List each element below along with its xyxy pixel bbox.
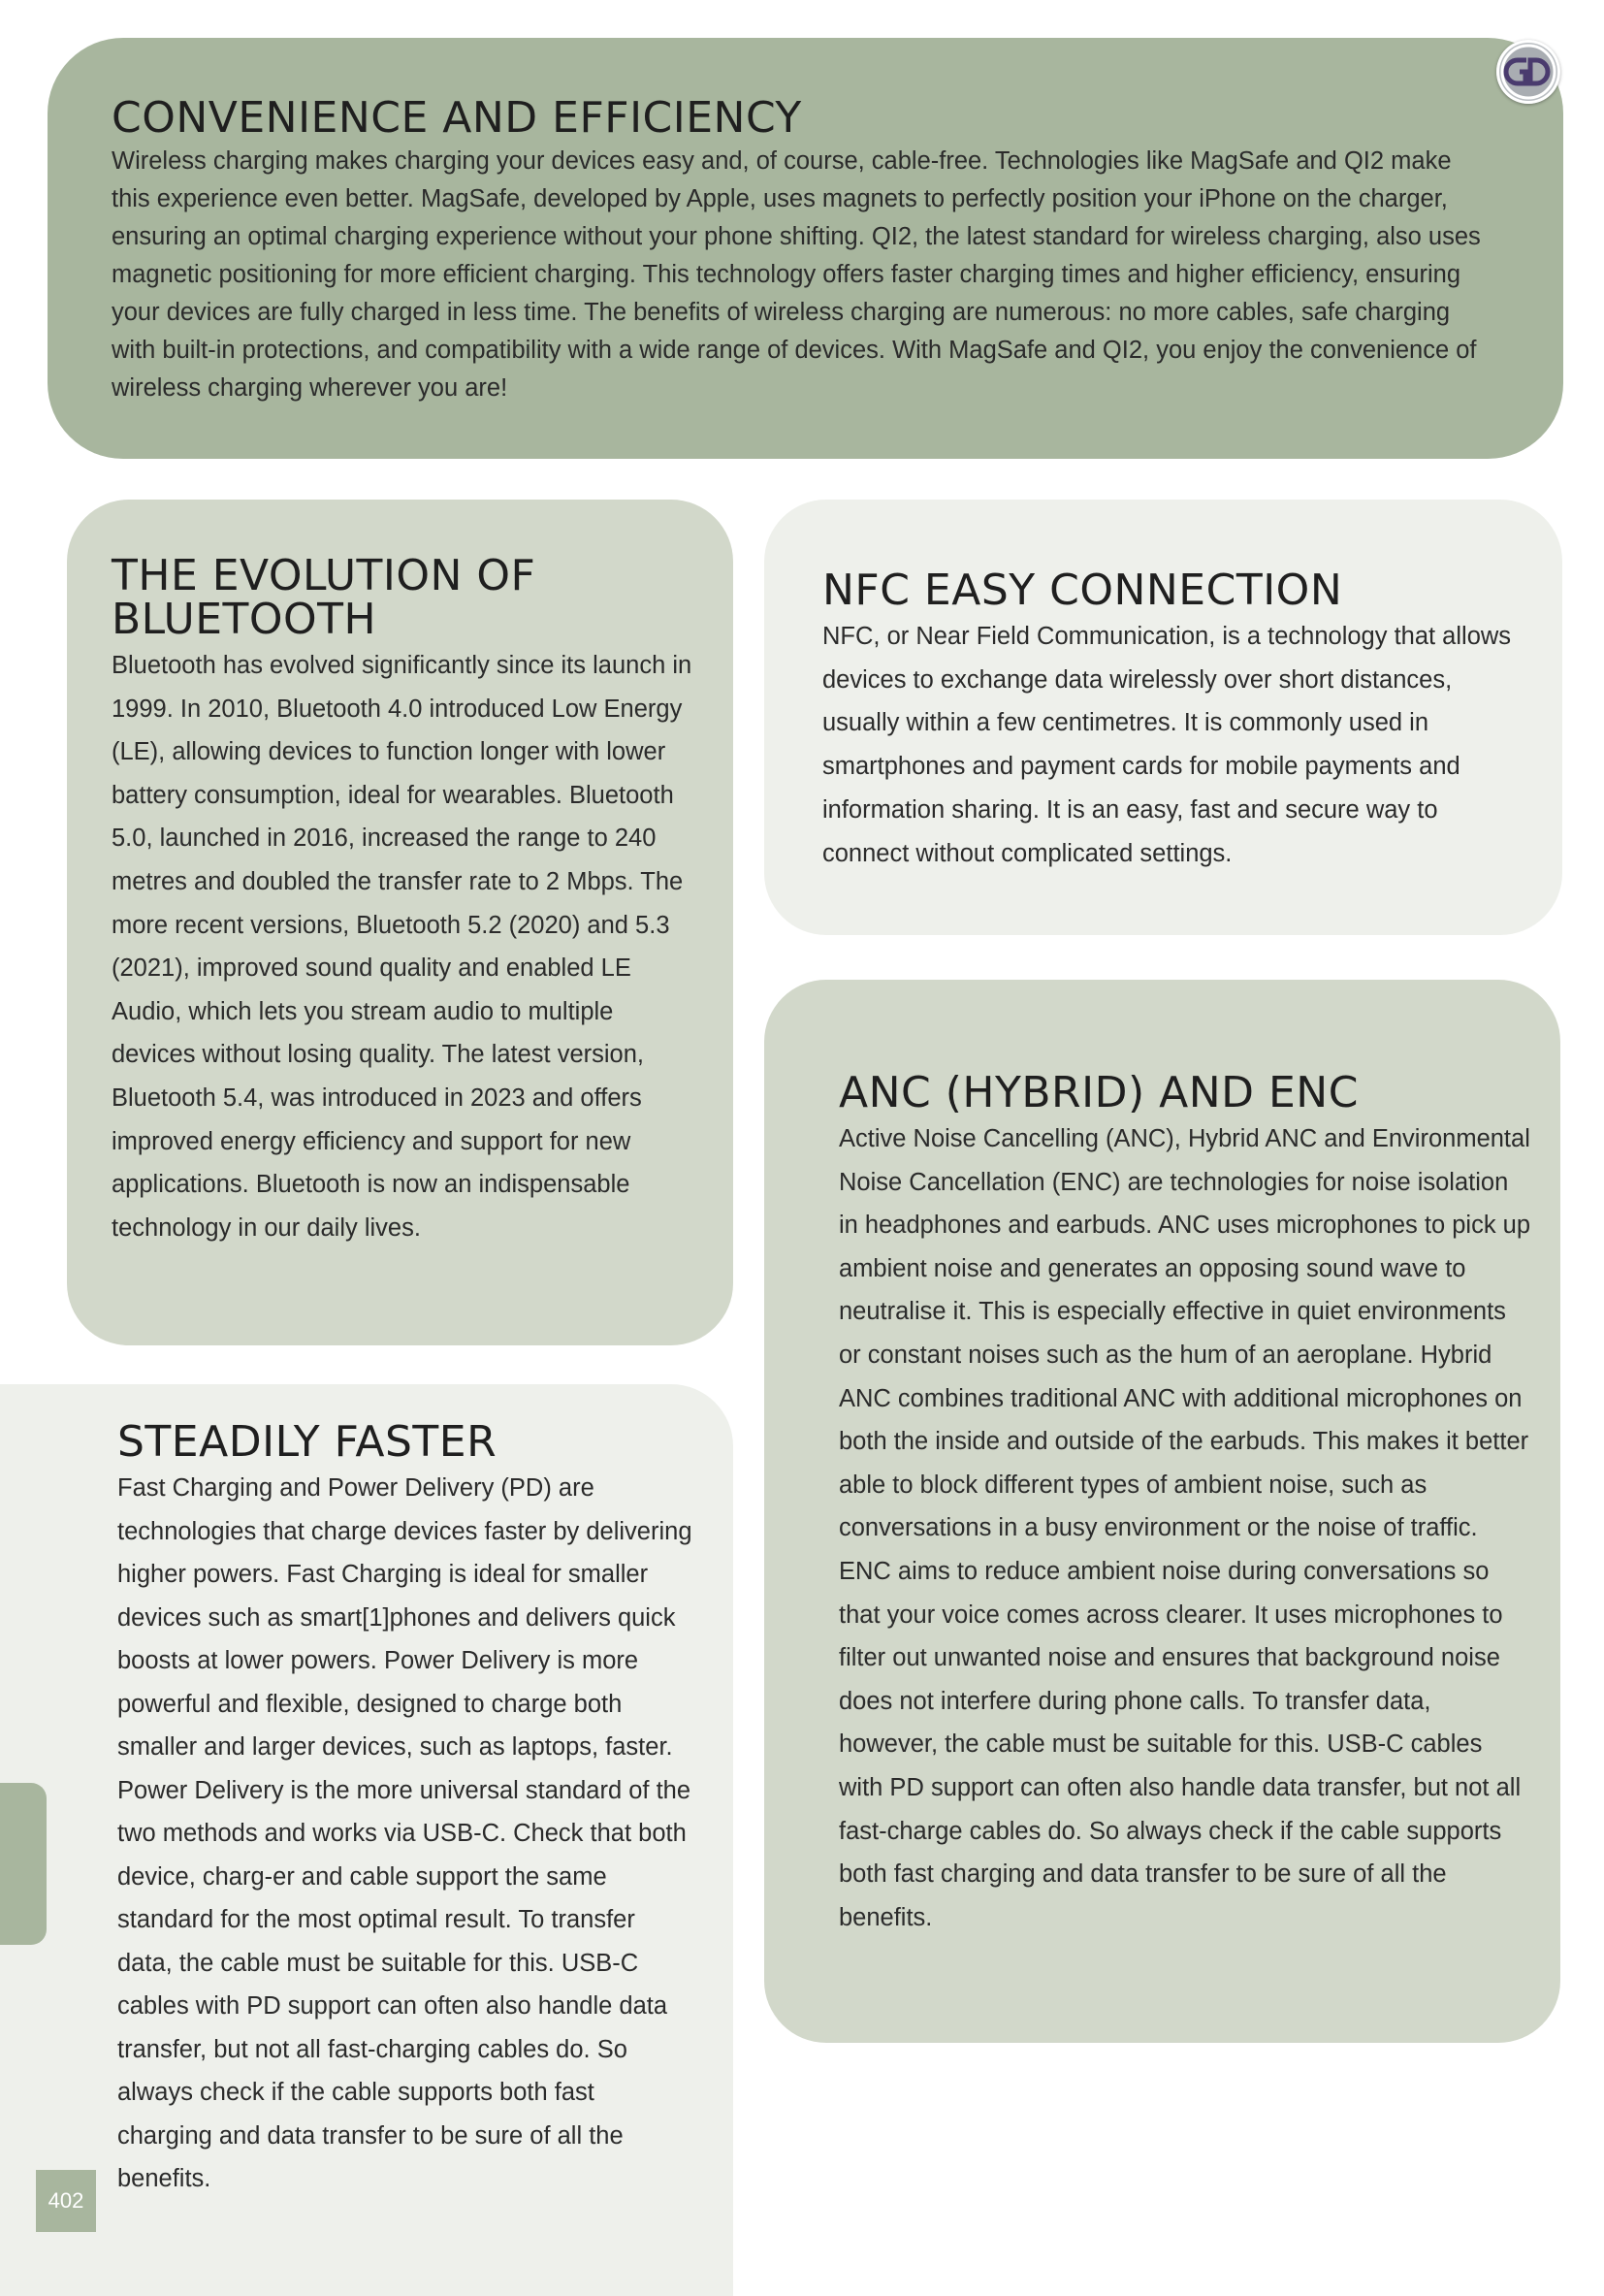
side-tab-marker xyxy=(0,1783,47,1945)
steadily-faster-title: STEADILY FASTER xyxy=(117,1417,497,1467)
bluetooth-body: Bluetooth has evolved significantly since its launch in 1999. In 2010, Bluetooth 4.0 introduced Low Energy (LE), allowing devices to function longer with lower battery consumption, ideal for wearables. Bluetooth 5.0, launched in 2016, increased the range to 240 metres and doubled the transfer rate to 2 Mbps. The more recent versions, Bluetooth 5.2 (2020) and 5.3 (2021), improved sound quality and enabled LE Audio, which lets you stream audio to multiple devices without losing quality. The latest version, Bluetooth 5.4, was introduced in 2023 and offers improved energy efficiency and support for new applications. Bluetooth is now an indispensable technology in our daily lives. xyxy=(112,652,692,1242)
steadily-faster-body: Fast Charging and Power Delivery (PD) are technologies that charge devices faster by delivering higher powers. Fast Charging is ideal for smaller devices such as smart[1]phones and delivers quick boosts at lower powers. Power Delivery is more powerful and flexible, designed to charge both smaller and larger devices, such as laptops, faster. Power Delivery is the more universal standard of the two methods and works via USB-C. Check that both device, charg-er and cable support the same standard for the most optimal result. To transfer data, the cable must be suitable for this. USB-C cables with PD support can often also handle data transfer, but not all fast-charging cables do. So always check if the cable supports both fast charging and data transfer to be sure of all the benefits. xyxy=(117,1474,692,2192)
anc-title: ANC (HYBRID) AND ENC xyxy=(839,1068,1359,1117)
page-number: 402 xyxy=(36,2170,96,2232)
convenience-title: CONVENIENCE AND EFFICIENCY xyxy=(112,93,802,143)
convenience-body: Wireless charging makes charging your devices easy and, of course, cable-free. Technologies like MagSafe and QI2 make this experience even better. MagSafe, developed by Apple, uses magnets to perfectly position your iPhone on the charger, ensuring an optimal charging experience without your phone shifting. QI2, the latest standard for wireless charging, also uses magnetic positioning for more efficient charging. This technology offers faster charging times and higher efficiency, ensuring your devices are fully charged in less time. The benefits of wireless charging are numerous: no more cables, safe charging with built-in protections, and compatibility with a wide range of devices. With MagSafe and QI2, you enjoy the convenience of wireless charging wherever you are! xyxy=(112,147,1481,402)
steadily-faster-section xyxy=(0,1384,733,2296)
anc-section xyxy=(764,980,1560,2043)
nfc-body: NFC, or Near Field Communication, is a technology that allows devices to exchange data wirelessly over short distances, usually within a few centimetres. It is commonly used in smartphones and payment cards for mobile payments and information sharing. It is an easy, fast and secure way to connect without complicated settings. xyxy=(822,623,1512,867)
gd-logo-icon xyxy=(1496,40,1560,104)
anc-body: Active Noise Cancelling (ANC), Hybrid ANC and Environmental Noise Cancellation (ENC) are technologies for noise isolation in headphones and earbuds. ANC uses microphones to pick up ambient noise and generates an opposing sound wave to neutralise it. This is especially effective in quiet environments or constant noises such as the hum of an aeroplane. Hybrid ANC combines traditional ANC with additional microphones on both the inside and outside of the earbuds. This makes it better able to block different types of ambient noise, such as conversations in a busy environment or the noise of traffic. ENC aims to reduce ambient noise during conversations so that your voice comes across clearer. It uses microphones to filter out unwanted noise and ensures that background noise does not interfere during phone calls. To transfer data, however, the cable must be suitable for this. USB-C cables with PD support can often also handle data transfer, but not all fast-charge cables do. So always check if the cable supports both fast charging and data transfer to be sure of all the benefits. xyxy=(839,1125,1531,1931)
bluetooth-section xyxy=(67,500,733,1345)
nfc-title: NFC EASY CONNECTION xyxy=(822,566,1343,615)
convenience-section xyxy=(48,38,1563,459)
nfc-section xyxy=(764,500,1562,935)
bluetooth-title: THE EVOLUTION OF BLUETOOTH xyxy=(112,551,536,644)
